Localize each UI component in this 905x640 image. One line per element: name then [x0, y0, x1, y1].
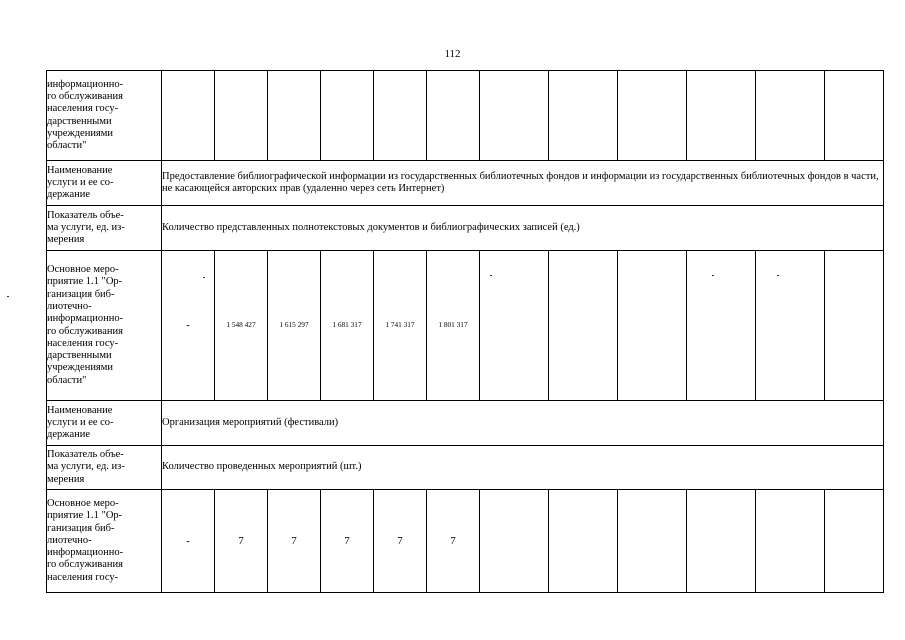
table-row	[47, 251, 884, 401]
value-cell	[825, 251, 884, 401]
value-cell: 1 801 317	[427, 251, 480, 401]
table-cell	[321, 71, 374, 161]
table-cell	[215, 71, 268, 161]
table-cell	[687, 71, 756, 161]
value-cell	[756, 490, 825, 593]
table-cell	[268, 71, 321, 161]
value-cell	[687, 490, 756, 593]
volume-indicator-text: Количество представленных полнотекстовых документов и библиографических записей (ед.)	[162, 206, 884, 251]
table-cell	[374, 71, 427, 161]
scan-speck	[490, 275, 492, 276]
value-cell: 7	[427, 490, 480, 593]
volume-indicator-text: Количество проведенных мероприятий (шт.)	[162, 446, 884, 490]
service-name-text: Предоставление библиографической информации из государственных библиотечных фондов и информации из государственных библиотечных фондов в части, не касающейся авторских прав (удаленно через сеть Интернет)	[162, 161, 884, 206]
scan-speck	[712, 275, 714, 276]
value-cell	[756, 251, 825, 401]
table-cell	[162, 71, 215, 161]
page-number: 112	[444, 48, 461, 60]
value-cell	[825, 490, 884, 593]
row-label: Наименование услуги и ее со- держание	[47, 401, 162, 446]
value-cell	[687, 251, 756, 401]
value-cell	[549, 251, 618, 401]
row-label: Основное меро- приятие 1.1 "Ор- ганизация биб- лиотечно- информационно- го обслуживания населения госу- дарственными учреждениями области"	[47, 251, 162, 401]
value-cell: -	[162, 251, 215, 401]
table-cell	[549, 71, 618, 161]
program-table	[46, 70, 884, 593]
scan-speck	[777, 275, 779, 276]
value-cell: 1 615 297	[268, 251, 321, 401]
table-row	[47, 490, 884, 593]
row-label: Основное меро- приятие 1.1 "Ор- ганизация биб- лиотечно- информационно- го обслуживания населения госу-	[47, 490, 162, 593]
table-row	[47, 446, 884, 490]
service-name-text: Организация мероприятий (фестивали)	[162, 401, 884, 446]
value-cell	[549, 490, 618, 593]
row-label: Показатель объе- ма услуги, ед. из- мерения	[47, 446, 162, 490]
table-cell	[618, 71, 687, 161]
value-cell: -	[162, 490, 215, 593]
value-cell: 7	[268, 490, 321, 593]
table-cell	[480, 71, 549, 161]
value-cell	[618, 251, 687, 401]
table-row	[47, 71, 884, 161]
value-cell	[618, 490, 687, 593]
value-cell: 1 548 427	[215, 251, 268, 401]
table-row	[47, 206, 884, 251]
value-cell: 1 681 317	[321, 251, 374, 401]
row-label: информационно- го обслуживания населения госу- дарственными учреждениями области"	[47, 71, 162, 161]
row-label: Наименование услуги и ее со- держание	[47, 161, 162, 206]
scan-speck	[7, 296, 9, 297]
value-cell: 7	[374, 490, 427, 593]
scan-speck	[203, 277, 205, 278]
table-cell	[427, 71, 480, 161]
table-cell	[825, 71, 884, 161]
value-cell	[480, 251, 549, 401]
value-cell: 1 741 317	[374, 251, 427, 401]
value-cell	[480, 490, 549, 593]
row-label: Показатель объе- ма услуги, ед. из- мерения	[47, 206, 162, 251]
value-cell: 7	[215, 490, 268, 593]
table-cell	[756, 71, 825, 161]
table-row	[47, 161, 884, 206]
table-row	[47, 401, 884, 446]
value-cell: 7	[321, 490, 374, 593]
